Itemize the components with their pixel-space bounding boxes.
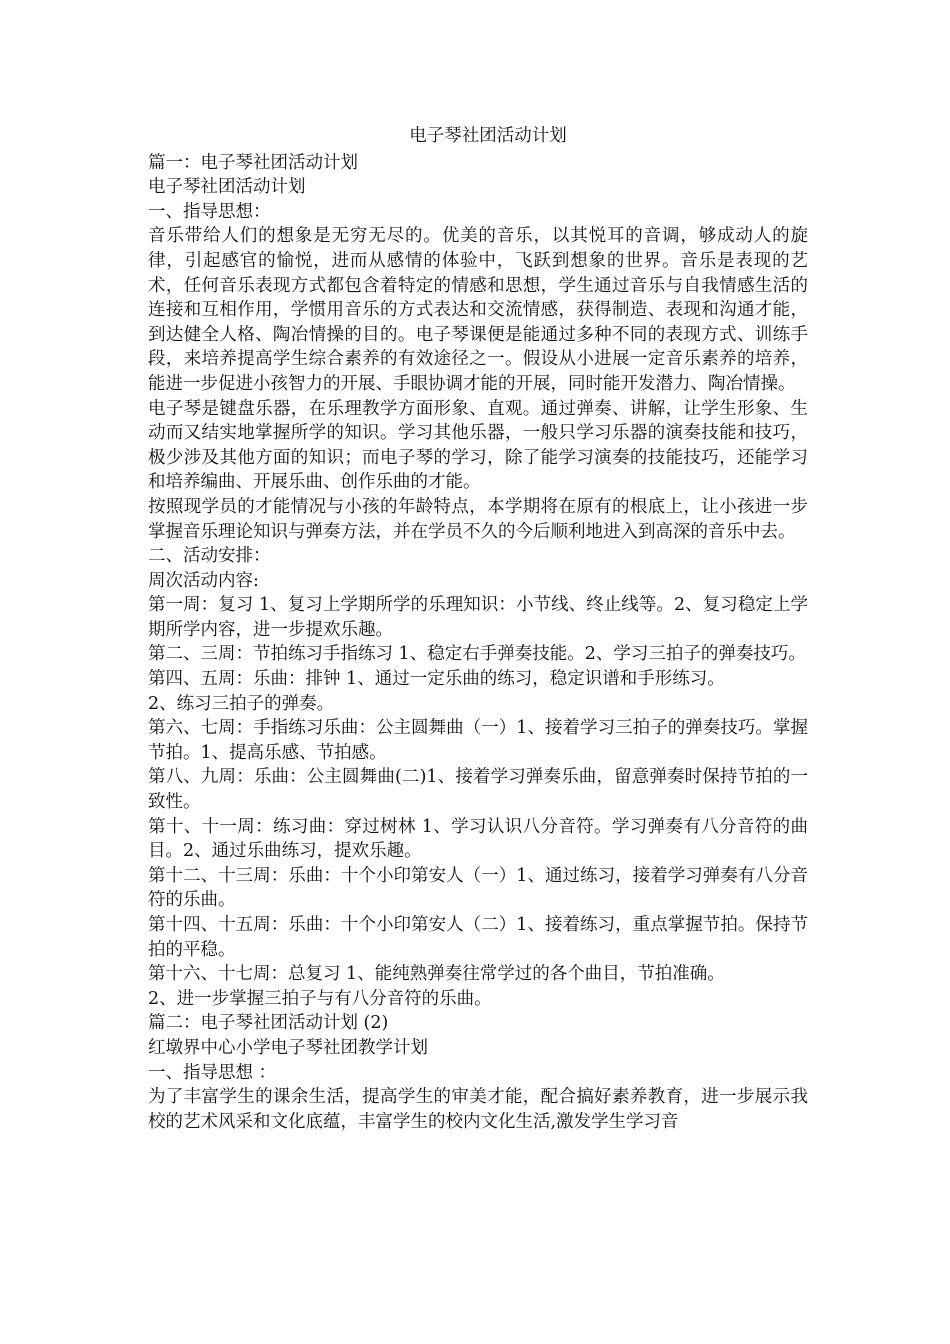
section-heading: 一、指导思想 ： (148, 1062, 277, 1083)
section-heading: 一、指导思想： (148, 201, 271, 222)
schedule-item: 第十二、十三周：乐曲：十个小印第安人（一）1、通过练习，接着学习弹奏有八分音符的乐曲。 (148, 865, 808, 911)
schedule-item: 2、进一步掌握三拍子与有八分音符的乐曲。 (148, 988, 492, 1009)
schedule-item: 第十四、十五周：乐曲：十个小印第安人（二）1、接着练习，重点掌握节拍。保持节拍的平稳。 (148, 915, 808, 960)
schedule-item: 第四、五周：乐曲：排钟 1、通过一定乐曲的练习，稳定识谱和手形练习。 (148, 669, 725, 690)
section-heading: 二、活动安排： (148, 546, 271, 567)
schedule-item: 2、练习三拍子的弹奏。 (148, 693, 335, 714)
schedule-item: 第一周：复习 1、复习上学期所学的乐理知识：小节线、终止线等。2、复习稳定上学期所学内容，进一步提欢乐趣。 (148, 595, 808, 640)
paragraph: 按照现学员的才能情况与小孩的年龄特点，本学期将在原有的根底上，让小孩进一步掌握音乐理论知识与弹奏方法，并在学员不久的今后顺利地进入到高深的音乐中去。 (148, 496, 808, 542)
schedule-item: 第十六、十七周：总复习 1、能纯熟弹奏往常学过的各个曲目，节拍准确。 (148, 964, 725, 985)
document-title: 电子琴社团活动计划 (409, 126, 567, 146)
section-heading: 篇一：电子琴社团活动计划 (148, 152, 358, 173)
section-heading: 篇二：电子琴社团活动计划 (2) (148, 1013, 389, 1034)
paragraph: 电子琴是键盘乐器，在乐理教学方面形象、直观。通过弹奏、讲解，让学生形象、生动而又结实地掌握所学的知识。学习其他乐器，一般只学习乐器的演奏技能和技巧，极少涉及其他方面的知识；而电子琴的学习，除了能学习演奏的技能技巧，还能学习和培养编曲、开展乐曲、创作乐曲的才能。 (148, 398, 808, 493)
schedule-item: 第二、三周：节拍练习手指练习 1、稳定右手弹奏技能。2、学习三拍子的弹奏技巧。 (148, 644, 806, 665)
schedule-item: 第六、七周：手指练习乐曲：公主圆舞曲（一）1、接着学习三拍子的弹奏技巧。掌握节拍。1、提高乐感、节拍感。 (148, 718, 808, 763)
schedule-item: 第八、九周：乐曲：公主圆舞曲(二)1、接着学习弹奏乐曲，留意弹奏时保持节拍的一致性。 (148, 767, 808, 813)
paragraph: 为了丰富学生的课余生活，提高学生的审美才能，配合搞好素养教育，进一步展示我校的艺术风采和文化底蕴，丰富学生的校内文化生活,激发学生学习音 (148, 1087, 808, 1132)
subtitle: 红墩界中心小学电子琴社团教学计划 (148, 1037, 428, 1058)
subtitle: 电子琴社团活动计划 (148, 177, 306, 198)
schedule-item: 第十、十一周：练习曲：穿过树林 1、学习认识八分音符。学习弹奏有八分音符的曲目。2、通过乐曲练习，提欢乐趣。 (148, 816, 808, 862)
paragraph: 周次活动内容: (148, 570, 259, 591)
document-body (148, 124, 808, 1134)
paragraph: 音乐带给人们的想象是无穷无尽的。优美的音乐，以其悦耳的音调，够成动人的旋律，引起感官的愉悦，进而从感情的体验中，飞跃到想象的世界。音乐是表现的艺术，任何音乐表现方式都包含着特定的情感和思想，学生通过音乐与自我情感生活的连接和互相作用，学惯用音乐的方式表达和交流情感，获得制造、表现和沟通才能，到达健全人格、陶冶情操的目的。电子琴课便是能通过多种不同的表现方式、训练手段，来培养提高学生综合素养的有效途径之一。假设从小进展一定音乐素养的培养，能进一步促进小孩智力的开展、手眼协调才能的开展，同时能开发潜力、陶冶情操。 (148, 226, 808, 394)
